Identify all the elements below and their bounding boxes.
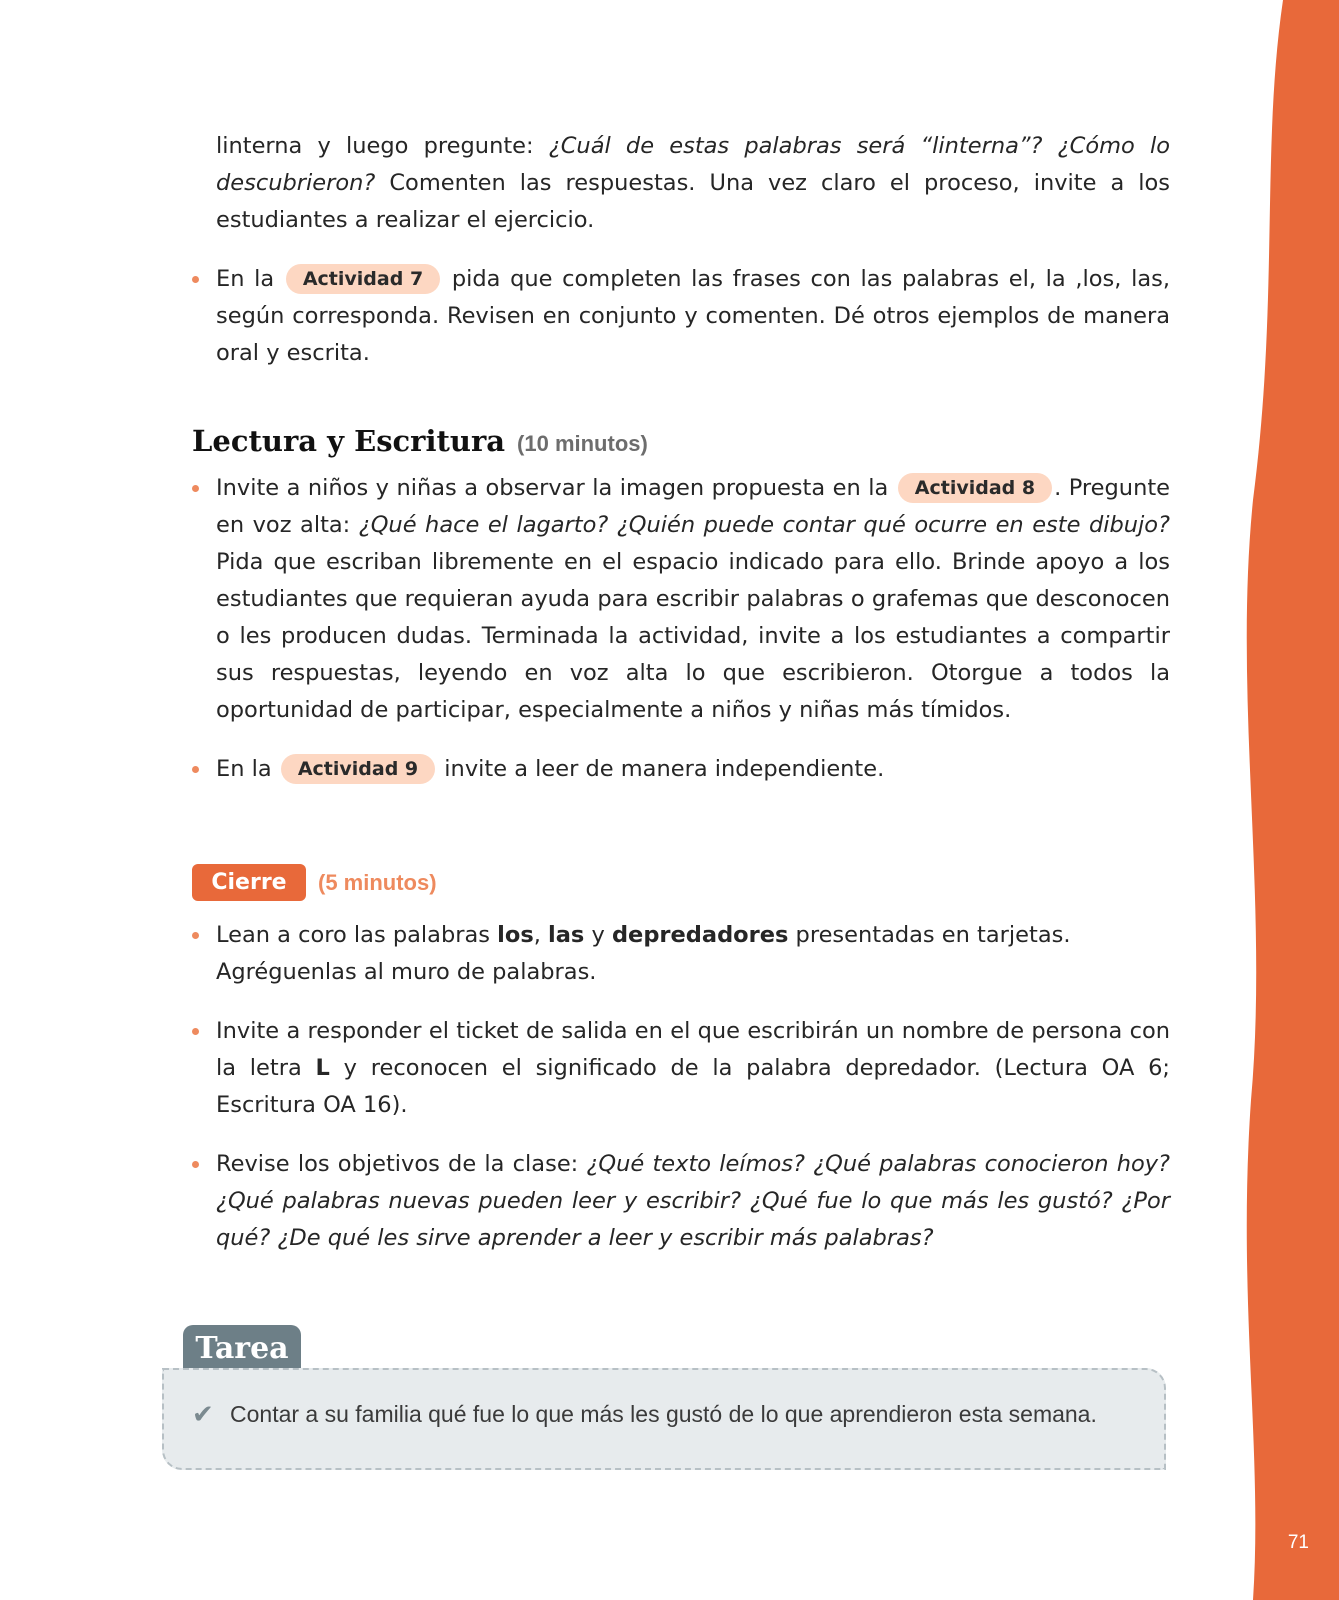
side-decorative-band [1239,0,1339,1600]
cierre-label: Cierre [192,864,306,901]
cierre-duration: (5 minutos) [318,869,437,895]
bullet-dot [192,485,199,492]
bullet-dot [192,766,199,773]
actividad-7-chip: Actividad 7 [286,264,440,294]
page-number: 71 [1287,1532,1309,1553]
lectura-escritura-heading [192,424,1170,458]
tarea-label: Tarea [183,1325,301,1369]
bullet-dot [192,1028,199,1035]
tarea-box [162,1368,1166,1470]
section-duration: (10 minutos) [517,431,648,456]
intro-paragraph-linterna: linterna y luego pregunte: ¿Cuál de estas palabras será “linterna”? ¿Cómo lo descubrieron? Comenten las respuestas. Una vez claro el proceso, invite a los estudiantes a realizar el ejercicio. [216,133,1170,233]
actividad-8-chip: Actividad 8 [898,473,1052,503]
bullet-dot [192,1161,199,1168]
bullet-dot [192,276,199,283]
page-content [192,128,1170,1257]
checkmark-icon: ✔ [192,1400,214,1430]
cierre-paragraph-objetivos: Revise los objetivos de la clase: ¿Qué texto leímos? ¿Qué palabras conocieron hoy? ¿Qué palabras nuevas pueden leer y escribir? ¿Qué fue lo que más les gustó? ¿Por qué? ¿De qué les sirve aprender a leer y escribir más palabras? [192,1146,1170,1257]
section-title: Lectura y Escritura [192,424,506,458]
tarea-text: Contar a su familia qué fue lo que más les gustó de lo que aprendieron esta semana. [230,1401,1097,1427]
cierre-heading [192,864,1170,901]
actividad-9-chip: Actividad 9 [281,754,435,784]
bullet-dot [192,932,199,939]
cierre-paragraph-ticket: Invite a responder el ticket de salida en el que escribirán un nombre de persona con la letra L y reconocen el significado de la palabra depredador. (Lectura OA 6; Escritura OA 16). [192,1013,1170,1124]
intro-paragraph-actividad-7: En la Actividad 7 pida que completen las frases con las palabras el, la ,los, las, según corresponda. Revisen en conjunto y comenten. Dé otros ejemplos de manera oral y escrita. [192,261,1170,372]
cierre-paragraph-palabras: Lean a coro las palabras los, las y depredadores presentadas en tarjetas. Agréguenlas al muro de palabras. [192,917,1170,991]
lectura-paragraph-actividad-8: Invite a niños y niñas a observar la imagen propuesta en la Actividad 8 . Pregunte en voz alta: ¿Qué hace el lagarto? ¿Quién puede contar qué ocurre en este dibujo? Pida que escriban libremente en el espacio indicado para ello. Brinde apoyo a los estudiantes que requieran ayuda para escribir palabras o grafemas que desconocen o les producen dudas. Terminada la actividad, invite a los estudiantes a compartir sus respuestas, leyendo en voz alta lo que escribieron. Otorgue a todos la oportunidad de participar, especialmente a niños y niñas más tímidos. [192,470,1170,729]
lectura-paragraph-actividad-9: En la Actividad 9 invite a leer de manera independiente. [192,751,1170,788]
